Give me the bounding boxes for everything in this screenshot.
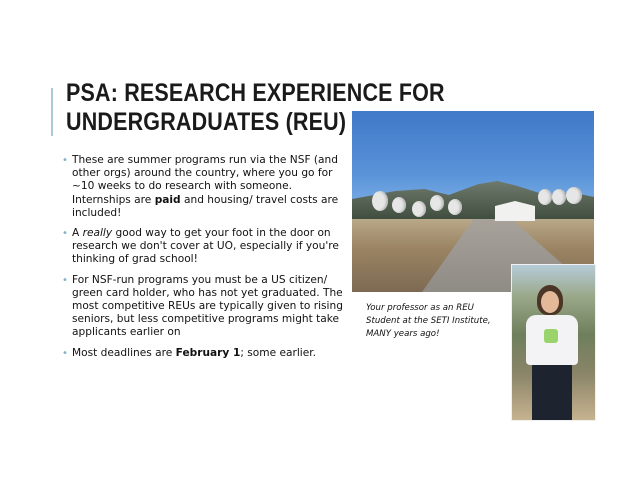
face-shape — [541, 291, 559, 313]
dish-icon — [430, 195, 444, 211]
title-line-1: PSA: RESEARCH EXPERIENCE FOR — [66, 79, 445, 107]
bullet-icon: • — [62, 347, 68, 359]
bullet-icon: • — [62, 274, 68, 286]
dish-icon — [552, 189, 566, 205]
bold-deadline: February 1 — [175, 346, 241, 359]
italic-really: really — [82, 227, 113, 240]
dish-icon — [448, 199, 462, 215]
slide-title — [66, 79, 445, 137]
photo-caption: Your professor as an REU Student at the SETI Institute, MANY years ago! — [366, 303, 491, 339]
title-line-2: UNDERGRADUATES (REU) — [66, 108, 347, 136]
bullet-item-overview: • These are summer programs run via the NSF (and other orgs) around the country, where you go for ~10 weeks to do research with someone. Internships are paid and housing/ travel costs are included! — [62, 154, 339, 219]
bullet-icon: • — [62, 228, 68, 240]
bullet-item-foot-in-door: • A really good way to get your foot in the door on research we don't cover at UO, especially if you're thinking of grad school! — [62, 227, 339, 266]
bullet-list — [62, 154, 352, 367]
dish-icon — [538, 189, 552, 205]
bullet-item-deadlines: • Most deadlines are February 1; some earlier. — [62, 346, 316, 359]
title-accent-bar — [51, 88, 53, 136]
dish-icon — [392, 197, 406, 213]
dish-icon — [566, 187, 582, 204]
dish-icon — [412, 201, 426, 217]
student-portrait-photo — [511, 264, 596, 421]
bullet-icon: • — [62, 155, 68, 166]
shirt-logo-shape — [544, 329, 558, 343]
dish-icon — [372, 191, 388, 211]
bold-paid: paid — [154, 193, 181, 206]
pants-shape — [532, 365, 572, 421]
bullet-item-eligibility: • For NSF-run programs you must be a US citizen/ green card holder, who has not yet graduated. The most competitive REUs are typically given to rising seniors, but less competitive programs might take applicants earlier on — [62, 273, 343, 339]
